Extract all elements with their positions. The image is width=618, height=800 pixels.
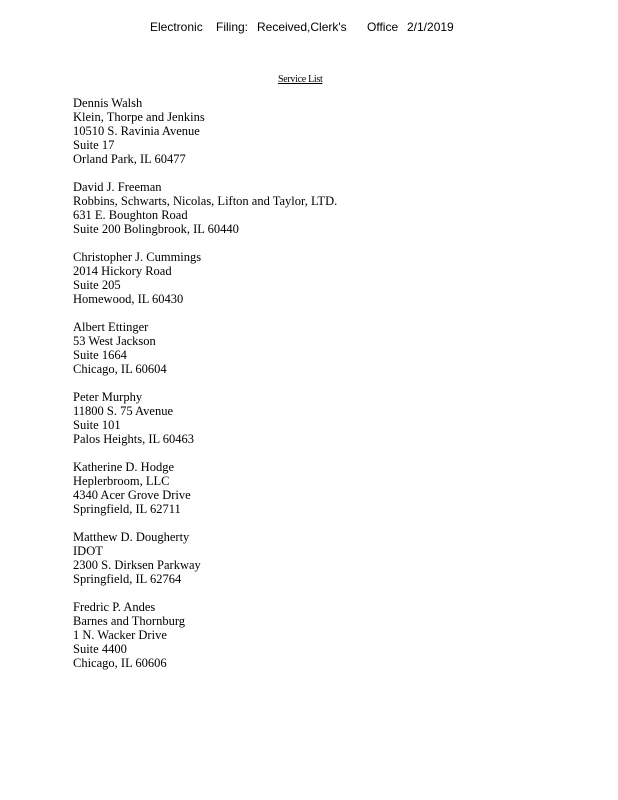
- entry-suite: Suite 205: [73, 278, 121, 292]
- service-entry: [73, 96, 337, 166]
- entry-street: 4340 Acer Grove Drive: [73, 488, 191, 502]
- entry-street: 11800 S. 75 Avenue: [73, 404, 173, 418]
- entry-city: Chicago, IL 60604: [73, 362, 167, 376]
- entry-name: Katherine D. Hodge: [73, 460, 175, 474]
- entry-name: David J. Freeman: [73, 180, 162, 194]
- entry-name: Dennis Walsh: [73, 96, 143, 110]
- entry-firm: Robbins, Schwarts, Nicolas, Lifton and Taylor, LTD.: [73, 194, 338, 208]
- entry-city: Suite 200 Bolingbrook, IL 60440: [73, 222, 239, 236]
- entry-city: Chicago, IL 60606: [73, 656, 167, 670]
- header-date: 2/1/2019: [407, 20, 454, 34]
- entry-city: Orland Park, IL 60477: [73, 152, 186, 166]
- entry-name: Albert Ettinger: [73, 320, 149, 334]
- entry-city: Springfield, IL 62711: [73, 502, 181, 516]
- entry-street: 2300 S. Dirksen Parkway: [73, 558, 201, 572]
- page-title: Service List: [278, 74, 323, 85]
- entry-street: 631 E. Boughton Road: [73, 208, 188, 222]
- entry-firm: Klein, Thorpe and Jenkins: [73, 110, 205, 124]
- entry-firm: IDOT: [73, 544, 103, 558]
- header-received: Received,Clerk's: [257, 20, 347, 34]
- entry-city: Palos Heights, IL 60463: [73, 432, 195, 446]
- service-entry: [73, 600, 337, 670]
- header-filing: Filing:: [216, 20, 249, 34]
- entry-street: 53 West Jackson: [73, 334, 156, 348]
- entry-street: 10510 S. Ravinia Avenue: [73, 124, 200, 138]
- service-list: [73, 96, 337, 684]
- entry-name: Peter Murphy: [73, 390, 143, 404]
- service-entry: [73, 250, 337, 306]
- entry-suite: Suite 17: [73, 138, 115, 152]
- entry-name: Christopher J. Cummings: [73, 250, 202, 264]
- entry-name: Fredric P. Andes: [73, 600, 156, 614]
- entry-suite: Suite 4400: [73, 642, 127, 656]
- header-office: Office: [367, 20, 399, 34]
- service-entry: [73, 390, 337, 446]
- service-entry: [73, 460, 337, 516]
- entry-suite: Suite 1664: [73, 348, 127, 362]
- service-entry: [73, 320, 337, 376]
- entry-suite: Suite 101: [73, 418, 121, 432]
- entry-firm: Heplerbroom, LLC: [73, 474, 170, 488]
- entry-street: 1 N. Wacker Drive: [73, 628, 167, 642]
- service-entry: [73, 530, 337, 586]
- entry-city: Homewood, IL 60430: [73, 292, 184, 306]
- service-entry: [73, 180, 337, 236]
- entry-city: Springfield, IL 62764: [73, 572, 182, 586]
- entry-firm: Barnes and Thornburg: [73, 614, 186, 628]
- filing-header: [150, 20, 454, 34]
- entry-street: 2014 Hickory Road: [73, 264, 172, 278]
- header-electronic: Electronic: [150, 20, 203, 34]
- entry-name: Matthew D. Dougherty: [73, 530, 190, 544]
